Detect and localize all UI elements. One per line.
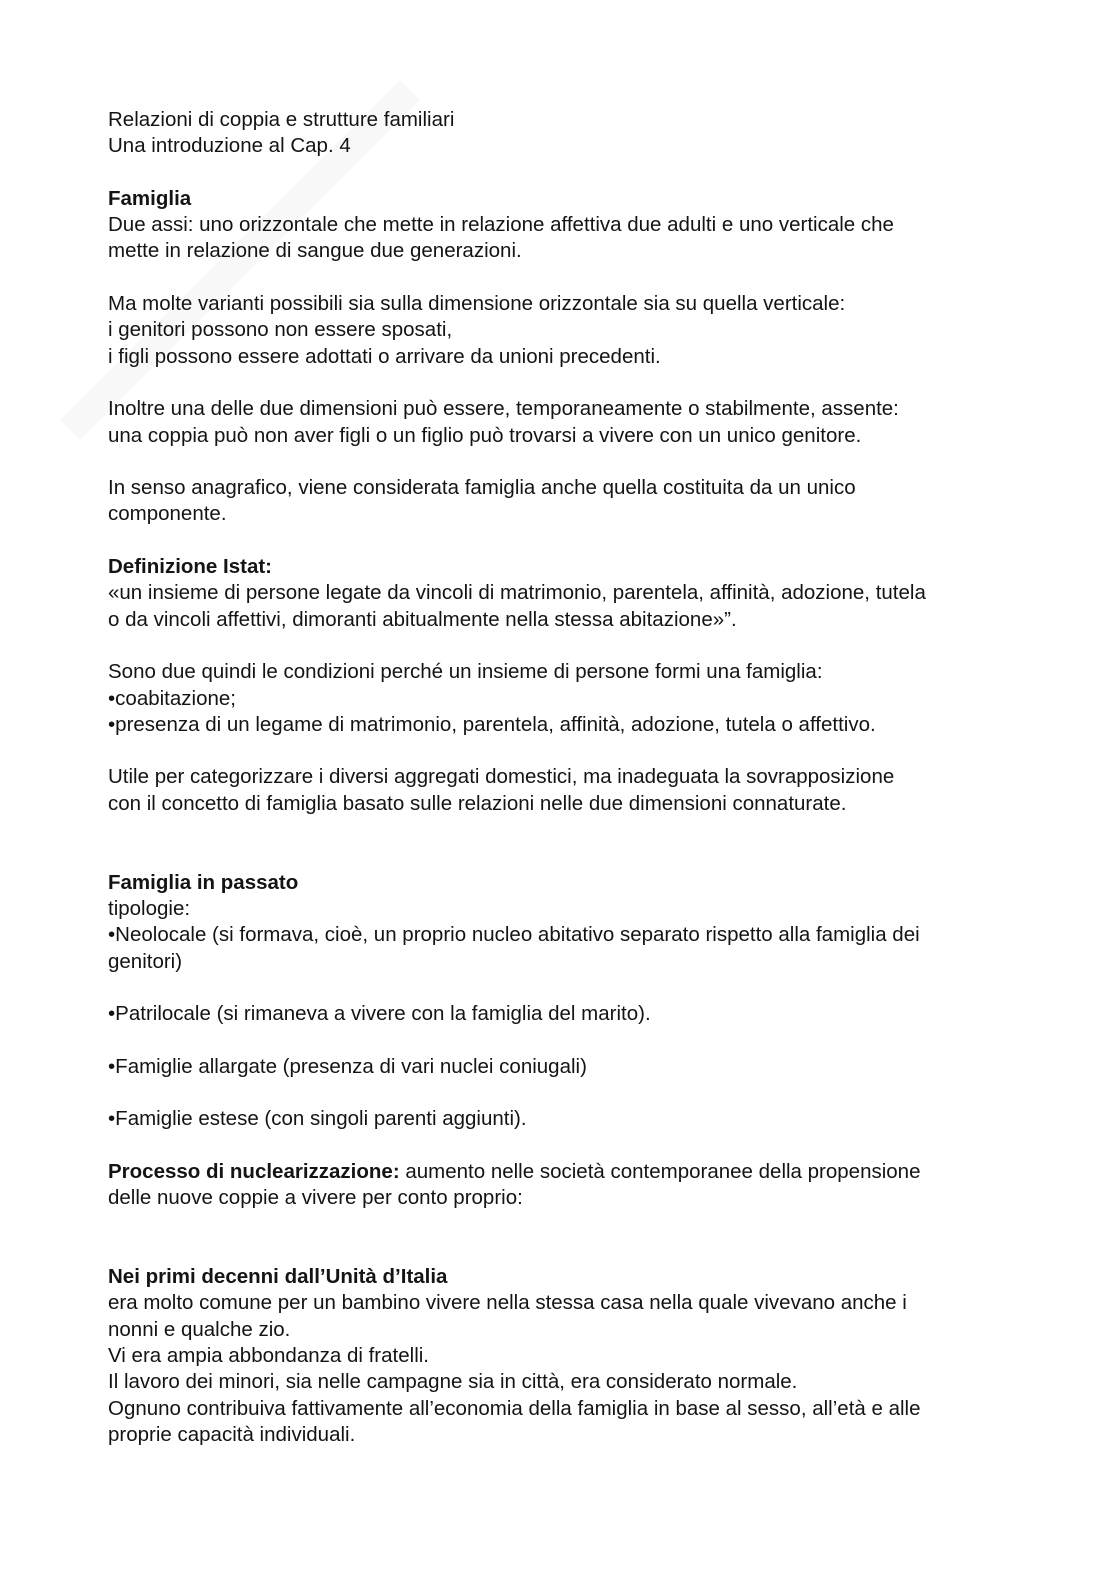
- bullet-item: •Neolocale (si formava, cioè, un proprio nucleo abitativo separato rispetto alla famiglia dei: [108, 923, 920, 947]
- paragraph-line: i genitori possono non essere sposati,: [108, 318, 453, 342]
- bullet-item: •Patrilocale (si rimaneva a vivere con la famiglia del marito).: [108, 1002, 651, 1026]
- paragraph-line: con il concetto di famiglia basato sulle relazioni nelle due dimensioni connaturate.: [108, 791, 847, 815]
- processo-line: [108, 1159, 1038, 1185]
- paragraph-line: Vi era ampia abbondanza di fratelli.: [108, 1343, 429, 1367]
- bullet-item: •Famiglie estese (con singoli parenti aggiunti).: [108, 1107, 527, 1131]
- paragraph-line: i figli possono essere adottati o arrivare da unioni precedenti.: [108, 344, 661, 368]
- bullet-item: •coabitazione;: [108, 686, 236, 710]
- paragraph-line: Sono due quindi le condizioni perché un insieme di persone formi una famiglia:: [108, 660, 823, 684]
- paragraph-line: una coppia può non aver figli o un figlio può trovarsi a vivere con un unico genitore.: [108, 423, 862, 447]
- paragraph-line: tipologie:: [108, 896, 191, 920]
- document-page: [108, 107, 1038, 1448]
- paragraph-line: proprie capacità individuali.: [108, 1422, 356, 1446]
- paragraph-line: Due assi: uno orizzontale che mette in relazione affettiva due adulti e uno verticale che: [108, 213, 894, 237]
- paragraph-line: Ma molte varianti possibili sia sulla dimensione orizzontale sia su quella verticale:: [108, 292, 846, 316]
- processo-label: Processo di nuclearizzazione:: [108, 1159, 400, 1183]
- paragraph-line: Ognuno contribuiva fattivamente all’economia della famiglia in base al sesso, all’età e alle: [108, 1396, 921, 1420]
- bullet-item-continuation: genitori): [108, 949, 183, 973]
- paragraph-line: «un insieme di persone legate da vincoli di matrimonio, parentela, affinità, adozione, tutela: [108, 581, 926, 605]
- heading-famiglia-in-passato: Famiglia in passato: [108, 870, 299, 894]
- paragraph-line: In senso anagrafico, viene considerata famiglia anche quella costituita da un unico: [108, 476, 856, 500]
- paragraph-line: Inoltre una delle due dimensioni può essere, temporaneamente o stabilmente, assente:: [108, 397, 899, 421]
- processo-text: aumento nelle società contemporanee della propensione: [399, 1159, 921, 1183]
- paragraph-line: delle nuove coppie a vivere per conto proprio:: [108, 1186, 523, 1210]
- paragraph-line: Utile per categorizzare i diversi aggregati domestici, ma inadeguata la sovrapposizione: [108, 765, 895, 789]
- heading-famiglia: Famiglia: [108, 186, 192, 210]
- document-subtitle: Una introduzione al Cap. 4: [108, 134, 351, 158]
- bullet-item: •Famiglie allargate (presenza di vari nuclei coniugali): [108, 1054, 587, 1078]
- bullet-item: •presenza di un legame di matrimonio, parentela, affinità, adozione, tutela o affettivo.: [108, 712, 876, 736]
- heading-definizione-istat: Definizione Istat:: [108, 555, 273, 579]
- paragraph-line: nonni e qualche zio.: [108, 1317, 291, 1341]
- document-title: Relazioni di coppia e strutture familiari: [108, 108, 455, 131]
- paragraph-line: era molto comune per un bambino vivere nella stessa casa nella quale vivevano anche i: [108, 1291, 907, 1315]
- paragraph-line: o da vincoli affettivi, dimoranti abitualmente nella stessa abitazione»”.: [108, 607, 737, 631]
- paragraph-line: componente.: [108, 502, 227, 526]
- heading-unita-italia: Nei primi decenni dall’Unità d’Italia: [108, 1265, 448, 1289]
- paragraph-line: mette in relazione di sangue due generazioni.: [108, 239, 522, 263]
- paragraph-line: Il lavoro dei minori, sia nelle campagne sia in città, era considerato normale.: [108, 1370, 798, 1394]
